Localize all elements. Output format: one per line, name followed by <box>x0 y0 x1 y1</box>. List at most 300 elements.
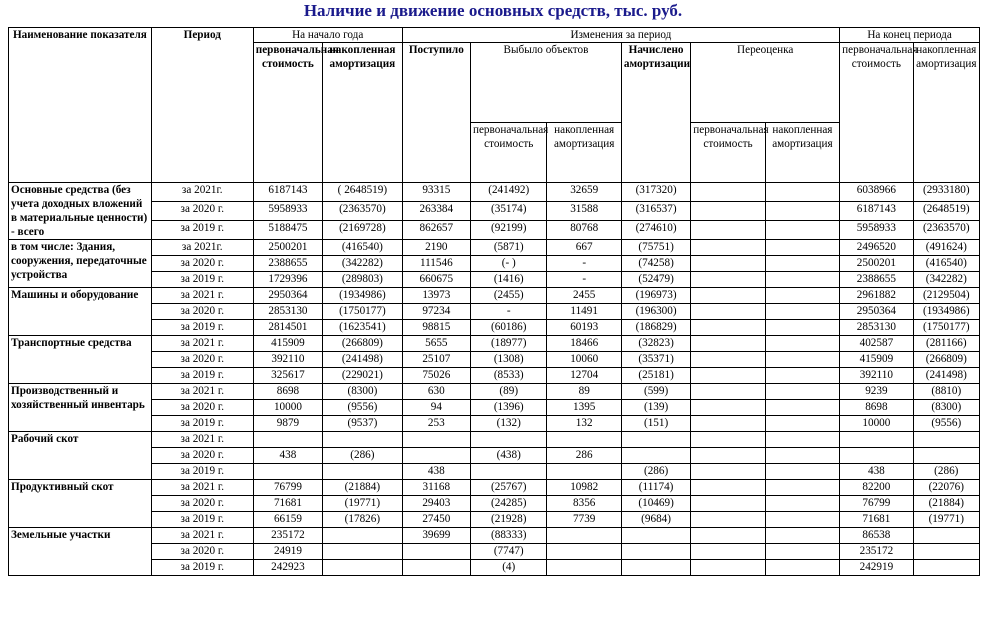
value-cell: (286) <box>323 448 403 464</box>
value-cell <box>691 183 765 202</box>
value-cell <box>691 448 765 464</box>
value-cell: (1623541) <box>323 320 403 336</box>
value-cell <box>840 432 913 448</box>
value-cell: 1729396 <box>253 272 322 288</box>
value-cell: (2455) <box>470 288 546 304</box>
value-cell: 80768 <box>547 221 621 240</box>
value-cell <box>913 528 979 544</box>
value-cell: 253 <box>402 416 470 432</box>
value-cell: (266809) <box>913 352 979 368</box>
value-cell: 6038966 <box>840 183 913 202</box>
value-cell: (241492) <box>470 183 546 202</box>
value-cell <box>547 464 621 480</box>
header-end-initial: первоначальная стоимость <box>840 43 913 183</box>
value-cell: (8533) <box>470 368 546 384</box>
value-cell: (32823) <box>621 336 690 352</box>
value-cell: 630 <box>402 384 470 400</box>
header-revalued: Переоценка <box>691 43 840 123</box>
value-cell: 242923 <box>253 560 322 576</box>
value-cell: 5958933 <box>840 221 913 240</box>
value-cell <box>913 448 979 464</box>
value-cell <box>765 183 839 202</box>
value-cell: (1750177) <box>913 320 979 336</box>
value-cell: (196973) <box>621 288 690 304</box>
value-cell: 25107 <box>402 352 470 368</box>
value-cell <box>691 336 765 352</box>
value-cell: 9879 <box>253 416 322 432</box>
period-cell: за 2019 г. <box>151 368 253 384</box>
value-cell: (342282) <box>913 272 979 288</box>
value-cell: (35174) <box>470 202 546 221</box>
table-row <box>9 288 980 304</box>
period-cell: за 2021 г. <box>151 432 253 448</box>
value-cell: (289803) <box>323 272 403 288</box>
value-cell: (19771) <box>323 496 403 512</box>
value-cell <box>691 256 765 272</box>
value-cell: 76799 <box>840 496 913 512</box>
value-cell: - <box>547 256 621 272</box>
value-cell: (88333) <box>470 528 546 544</box>
value-cell <box>691 512 765 528</box>
period-cell: за 2021 г. <box>151 336 253 352</box>
value-cell <box>547 432 621 448</box>
value-cell <box>765 352 839 368</box>
value-cell: (21928) <box>470 512 546 528</box>
value-cell: 24919 <box>253 544 322 560</box>
value-cell: 8698 <box>840 400 913 416</box>
value-cell: ( 2648519) <box>323 183 403 202</box>
value-cell <box>691 304 765 320</box>
period-cell: за 2020 г. <box>151 400 253 416</box>
value-cell: (75751) <box>621 240 690 256</box>
value-cell: 667 <box>547 240 621 256</box>
row-label: Машины и оборудование <box>9 288 152 336</box>
table-row <box>9 202 980 221</box>
value-cell: 97234 <box>402 304 470 320</box>
header-changes: Изменения за период <box>402 28 840 43</box>
value-cell: 71681 <box>253 496 322 512</box>
value-cell: 415909 <box>253 336 322 352</box>
value-cell: 32659 <box>547 183 621 202</box>
value-cell: (9684) <box>621 512 690 528</box>
period-cell: за 2021 г. <box>151 288 253 304</box>
value-cell: (25181) <box>621 368 690 384</box>
value-cell <box>691 560 765 576</box>
value-cell <box>691 432 765 448</box>
value-cell <box>765 432 839 448</box>
value-cell: 66159 <box>253 512 322 528</box>
value-cell <box>765 400 839 416</box>
value-cell: (1308) <box>470 352 546 368</box>
value-cell: (60186) <box>470 320 546 336</box>
value-cell: (1416) <box>470 272 546 288</box>
value-cell: 31588 <box>547 202 621 221</box>
value-cell: 2853130 <box>253 304 322 320</box>
value-cell: (2933180) <box>913 183 979 202</box>
value-cell: 93315 <box>402 183 470 202</box>
value-cell: (286) <box>621 464 690 480</box>
value-cell: 2500201 <box>253 240 322 256</box>
value-cell <box>765 304 839 320</box>
value-cell <box>253 464 322 480</box>
value-cell: (7747) <box>470 544 546 560</box>
value-cell: 10982 <box>547 480 621 496</box>
value-cell <box>765 560 839 576</box>
value-cell <box>691 496 765 512</box>
period-cell: за 2019 г. <box>151 221 253 240</box>
value-cell: (10469) <box>621 496 690 512</box>
value-cell: 10060 <box>547 352 621 368</box>
value-cell <box>765 221 839 240</box>
value-cell <box>691 352 765 368</box>
value-cell: 94 <box>402 400 470 416</box>
value-cell: (9556) <box>323 400 403 416</box>
value-cell: (35371) <box>621 352 690 368</box>
value-cell: 2496520 <box>840 240 913 256</box>
value-cell <box>621 448 690 464</box>
period-cell: за 2019 г. <box>151 464 253 480</box>
value-cell: 60193 <box>547 320 621 336</box>
row-label: Земельные участки <box>9 528 152 576</box>
table-row <box>9 304 980 320</box>
value-cell: (599) <box>621 384 690 400</box>
value-cell <box>547 560 621 576</box>
period-cell: за 2021 г. <box>151 480 253 496</box>
table-row <box>9 221 980 240</box>
value-cell <box>402 544 470 560</box>
table-row <box>9 496 980 512</box>
value-cell: 660675 <box>402 272 470 288</box>
value-cell: (491624) <box>913 240 979 256</box>
value-cell: 76799 <box>253 480 322 496</box>
table-row <box>9 320 980 336</box>
row-label: Транспортные средства <box>9 336 152 384</box>
header-start-amort: накопленная амортизация <box>323 43 403 183</box>
value-cell <box>765 544 839 560</box>
value-cell <box>691 368 765 384</box>
value-cell: 39699 <box>402 528 470 544</box>
header-end: На конец периода <box>840 28 980 43</box>
value-cell <box>765 320 839 336</box>
header-disp-amort: накопленная амортизация <box>547 123 621 183</box>
value-cell <box>621 544 690 560</box>
row-label: Продуктивный скот <box>9 480 152 528</box>
value-cell: 71681 <box>840 512 913 528</box>
value-cell: 438 <box>402 464 470 480</box>
value-cell: 325617 <box>253 368 322 384</box>
value-cell: (1934986) <box>913 304 979 320</box>
value-cell: (25767) <box>470 480 546 496</box>
value-cell <box>913 560 979 576</box>
value-cell: (5871) <box>470 240 546 256</box>
value-cell <box>765 512 839 528</box>
value-cell: 8698 <box>253 384 322 400</box>
value-cell: 2853130 <box>840 320 913 336</box>
value-cell: (139) <box>621 400 690 416</box>
value-cell: (2129504) <box>913 288 979 304</box>
header-start-initial: первоначальная стоимость <box>253 43 322 183</box>
value-cell: (1750177) <box>323 304 403 320</box>
row-label: Рабочий скот <box>9 432 152 480</box>
value-cell <box>765 256 839 272</box>
value-cell: 98815 <box>402 320 470 336</box>
value-cell: 862657 <box>402 221 470 240</box>
table-row <box>9 560 980 576</box>
value-cell <box>323 432 403 448</box>
period-cell: за 2020 г. <box>151 496 253 512</box>
value-cell: (9537) <box>323 416 403 432</box>
value-cell <box>913 544 979 560</box>
value-cell: (22076) <box>913 480 979 496</box>
value-cell <box>765 480 839 496</box>
table-row <box>9 544 980 560</box>
value-cell: (274610) <box>621 221 690 240</box>
table-row <box>9 336 980 352</box>
period-cell: за 2020 г. <box>151 448 253 464</box>
value-cell: - <box>547 272 621 288</box>
value-cell <box>691 320 765 336</box>
value-cell <box>253 432 322 448</box>
value-cell <box>691 544 765 560</box>
value-cell: 6187143 <box>253 183 322 202</box>
value-cell: - <box>470 304 546 320</box>
value-cell <box>323 560 403 576</box>
table-row <box>9 416 980 432</box>
value-cell: (1396) <box>470 400 546 416</box>
value-cell: (416540) <box>913 256 979 272</box>
value-cell <box>470 464 546 480</box>
value-cell: 82200 <box>840 480 913 496</box>
period-cell: за 2019 г. <box>151 320 253 336</box>
value-cell: (74258) <box>621 256 690 272</box>
value-cell: 235172 <box>253 528 322 544</box>
value-cell <box>691 528 765 544</box>
value-cell: (2648519) <box>913 202 979 221</box>
value-cell <box>547 544 621 560</box>
value-cell <box>765 496 839 512</box>
value-cell <box>765 288 839 304</box>
fixed-assets-table <box>8 27 980 576</box>
value-cell <box>765 416 839 432</box>
value-cell: (2363570) <box>323 202 403 221</box>
period-cell: за 2019 г. <box>151 416 253 432</box>
value-cell <box>765 368 839 384</box>
value-cell: 29403 <box>402 496 470 512</box>
header-end-amort: накопленная амортизация <box>913 43 979 183</box>
value-cell <box>691 400 765 416</box>
value-cell: (317320) <box>621 183 690 202</box>
value-cell: 2190 <box>402 240 470 256</box>
table-row <box>9 464 980 480</box>
period-cell: за 2021г. <box>151 183 253 202</box>
value-cell <box>323 528 403 544</box>
value-cell: 31168 <box>402 480 470 496</box>
row-label: в том числе: Здания, сооружения, передаточные устройства <box>9 240 152 288</box>
value-cell: (18977) <box>470 336 546 352</box>
table-row <box>9 183 980 202</box>
table-row <box>9 240 980 256</box>
value-cell: (132) <box>470 416 546 432</box>
value-cell: 10000 <box>253 400 322 416</box>
value-cell: (186829) <box>621 320 690 336</box>
value-cell: 9239 <box>840 384 913 400</box>
value-cell: 5188475 <box>253 221 322 240</box>
value-cell: (2363570) <box>913 221 979 240</box>
header-start: На начало года <box>253 28 402 43</box>
period-cell: за 2019 г. <box>151 512 253 528</box>
value-cell: (24285) <box>470 496 546 512</box>
value-cell <box>765 240 839 256</box>
header-name: Наименование показателя <box>9 28 152 183</box>
table-row <box>9 512 980 528</box>
period-cell: за 2020 г. <box>151 304 253 320</box>
period-cell: за 2021 г. <box>151 384 253 400</box>
value-cell: (286) <box>913 464 979 480</box>
value-cell: (241498) <box>913 368 979 384</box>
value-cell: 18466 <box>547 336 621 352</box>
value-cell: 2961882 <box>840 288 913 304</box>
header-disp-initial: первоначальная стоимость <box>470 123 546 183</box>
table-row <box>9 400 980 416</box>
value-cell: 6187143 <box>840 202 913 221</box>
value-cell <box>691 202 765 221</box>
value-cell: (281166) <box>913 336 979 352</box>
value-cell: (17826) <box>323 512 403 528</box>
value-cell: 402587 <box>840 336 913 352</box>
value-cell: (19771) <box>913 512 979 528</box>
value-cell <box>691 464 765 480</box>
value-cell: (21884) <box>323 480 403 496</box>
value-cell: (266809) <box>323 336 403 352</box>
table-row <box>9 384 980 400</box>
value-cell: (11174) <box>621 480 690 496</box>
value-cell: 132 <box>547 416 621 432</box>
value-cell: (316537) <box>621 202 690 221</box>
period-cell: за 2020 г. <box>151 544 253 560</box>
period-cell: за 2021 г. <box>151 528 253 544</box>
value-cell: (8300) <box>913 400 979 416</box>
table-row <box>9 272 980 288</box>
period-cell: за 2019 г. <box>151 560 253 576</box>
value-cell <box>691 416 765 432</box>
value-cell: 286 <box>547 448 621 464</box>
header-period: Период <box>151 28 253 183</box>
period-cell: за 2020 г. <box>151 352 253 368</box>
value-cell: (4) <box>470 560 546 576</box>
table-row <box>9 256 980 272</box>
value-cell: 86538 <box>840 528 913 544</box>
value-cell <box>621 528 690 544</box>
period-cell: за 2020 г. <box>151 256 253 272</box>
page-title: Наличие и движение основных средств, тыс. руб. <box>303 1 683 20</box>
value-cell <box>323 464 403 480</box>
value-cell: 2500201 <box>840 256 913 272</box>
value-cell: (151) <box>621 416 690 432</box>
value-cell: 235172 <box>840 544 913 560</box>
value-cell: 10000 <box>840 416 913 432</box>
value-cell: 12704 <box>547 368 621 384</box>
value-cell: (9556) <box>913 416 979 432</box>
value-cell: 415909 <box>840 352 913 368</box>
table-row <box>9 480 980 496</box>
value-cell: 89 <box>547 384 621 400</box>
period-cell: за 2021г. <box>151 240 253 256</box>
value-cell: 11491 <box>547 304 621 320</box>
value-cell: 438 <box>840 464 913 480</box>
period-cell: за 2019 г. <box>151 272 253 288</box>
value-cell: (8810) <box>913 384 979 400</box>
value-cell <box>402 432 470 448</box>
value-cell: 2388655 <box>253 256 322 272</box>
value-cell <box>691 272 765 288</box>
value-cell: 438 <box>253 448 322 464</box>
value-cell <box>691 480 765 496</box>
value-cell: 242919 <box>840 560 913 576</box>
value-cell: (438) <box>470 448 546 464</box>
value-cell <box>765 464 839 480</box>
row-label: Производственный и хозяйственный инвентарь <box>9 384 152 432</box>
value-cell: (52479) <box>621 272 690 288</box>
value-cell: 5655 <box>402 336 470 352</box>
table-row <box>9 432 980 448</box>
value-cell: 2455 <box>547 288 621 304</box>
table-row <box>9 448 980 464</box>
value-cell <box>765 528 839 544</box>
value-cell <box>765 384 839 400</box>
value-cell: 111546 <box>402 256 470 272</box>
value-cell <box>621 560 690 576</box>
value-cell <box>765 202 839 221</box>
value-cell: 263384 <box>402 202 470 221</box>
value-cell: 2950364 <box>253 288 322 304</box>
header-reval-initial: первоначальная стоимость <box>691 123 765 183</box>
value-cell <box>913 432 979 448</box>
value-cell: 2388655 <box>840 272 913 288</box>
value-cell <box>691 384 765 400</box>
value-cell: 2814501 <box>253 320 322 336</box>
value-cell: (- ) <box>470 256 546 272</box>
value-cell: (416540) <box>323 240 403 256</box>
value-cell: (1934986) <box>323 288 403 304</box>
table-row <box>9 528 980 544</box>
value-cell <box>323 544 403 560</box>
value-cell <box>621 432 690 448</box>
value-cell: (196300) <box>621 304 690 320</box>
value-cell <box>765 272 839 288</box>
value-cell: 7739 <box>547 512 621 528</box>
value-cell <box>402 448 470 464</box>
value-cell: 1395 <box>547 400 621 416</box>
value-cell <box>840 448 913 464</box>
value-cell <box>402 560 470 576</box>
value-cell: (8300) <box>323 384 403 400</box>
value-cell <box>765 448 839 464</box>
value-cell <box>691 240 765 256</box>
value-cell: (342282) <box>323 256 403 272</box>
value-cell: 392110 <box>253 352 322 368</box>
header-reval-amort: накопленная амортизация <box>765 123 839 183</box>
header-received: Поступило <box>402 43 470 183</box>
row-label: Основные средства (без учета доходных вложений в материальные ценности) - всего <box>9 183 152 240</box>
value-cell: (229021) <box>323 368 403 384</box>
value-cell <box>691 221 765 240</box>
header-accrued: Начислено амортизации <box>621 43 690 183</box>
value-cell: 75026 <box>402 368 470 384</box>
period-cell: за 2020 г. <box>151 202 253 221</box>
table-row <box>9 352 980 368</box>
value-cell: (21884) <box>913 496 979 512</box>
value-cell <box>691 288 765 304</box>
